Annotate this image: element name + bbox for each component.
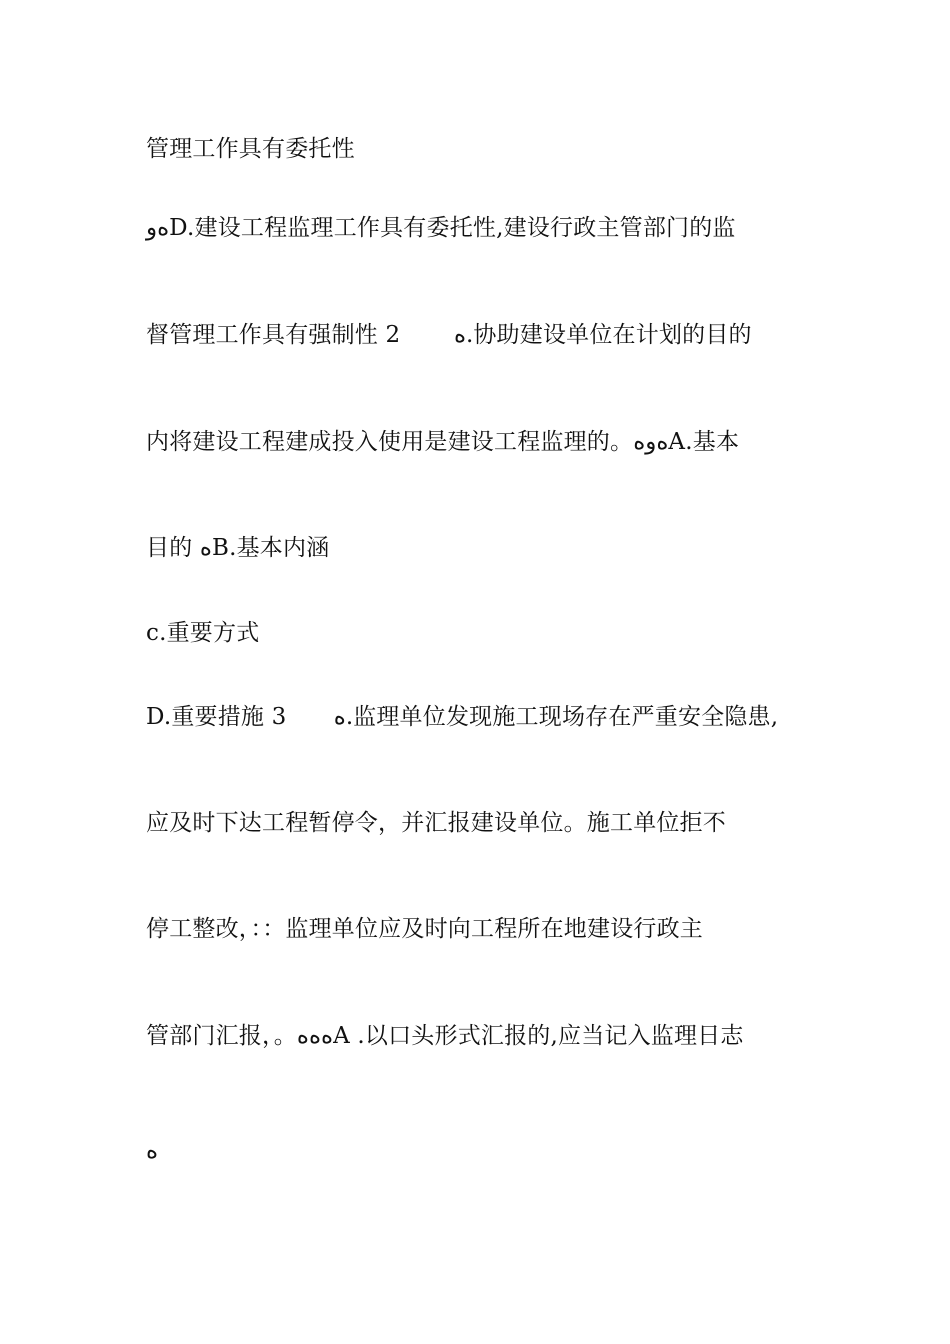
text-line-7: D.重要措施 3 ﻩ.监理单位发现施工现场存在严重安全隐患, xyxy=(146,704,779,730)
text-line-4: 内将建设工程建成投入使用是建设工程监理的。ﻩﻭﻩA.基本 xyxy=(146,429,740,455)
text-line-11: ﻩ xyxy=(146,1138,159,1164)
text-line-9: 停工整改，：：监理单位应及时向工程所在地建设行政主 xyxy=(146,916,703,942)
text-line-1: 管理工作具有委托性 xyxy=(146,136,355,162)
text-line-10: 管部门汇报，。ﻩﻩﻩA .以口头形式汇报的,应当记入监理日志 xyxy=(146,1023,744,1049)
text-line-3: 督管理工作具有强制性 2 ﻩ.协助建设单位在计划的目的 xyxy=(146,322,752,348)
text-line-8: 应及时下达工程暂停令，并汇报建设单位。施工单位拒不 xyxy=(146,810,726,836)
text-line-5: 目的 ﻩB.基本内涵 xyxy=(146,535,330,561)
text-line-2: ﻩﻭD.建设工程监理工作具有委托性,建设行政主管部门的监 xyxy=(146,215,736,241)
text-line-6: c.重要方式 xyxy=(146,620,260,646)
